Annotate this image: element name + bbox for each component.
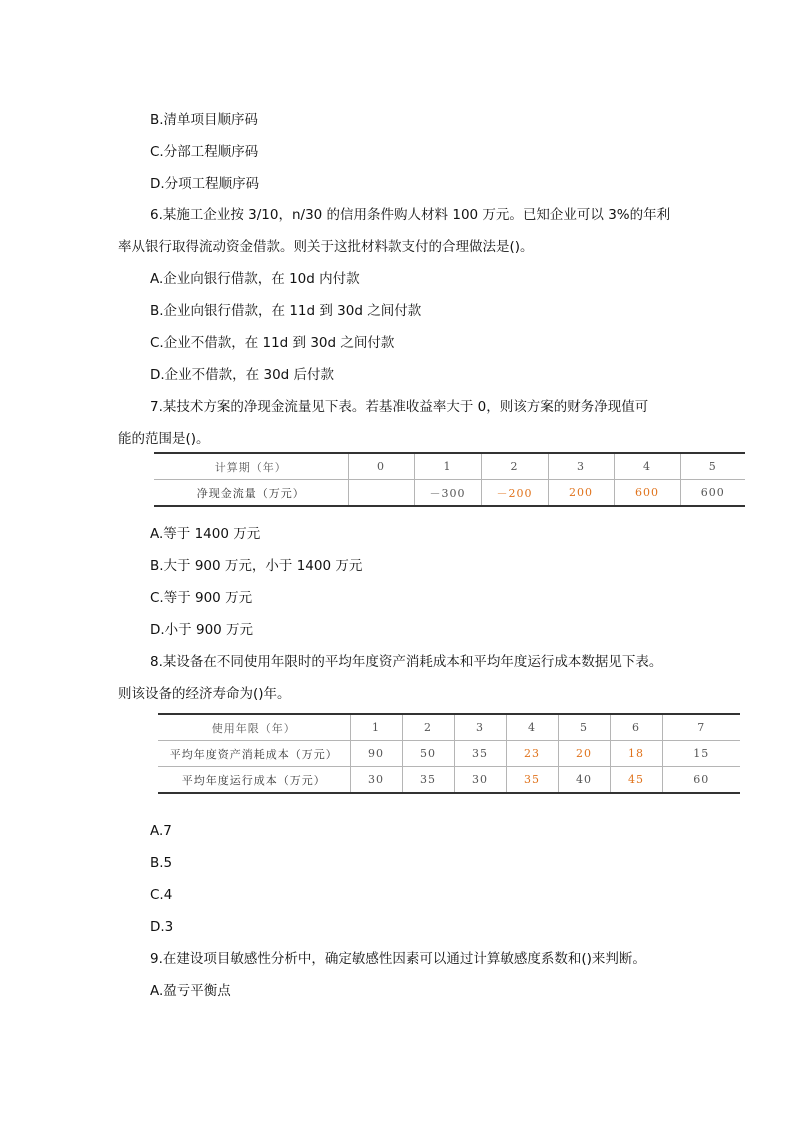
cash-flow-table	[154, 452, 745, 507]
table-row	[158, 767, 740, 794]
question-9-stem: 9.在建设项目敏感性分析中，确定敏感性因素可以通过计算敏感度系数和()来判断。	[150, 951, 646, 967]
table-header-cell: 1	[350, 714, 402, 741]
question-9-option-a: A.盈亏平衡点	[150, 983, 231, 999]
table-cell: 35	[506, 767, 558, 794]
question-6-option-a: A.企业向银行借款，在 10d 内付款	[150, 271, 360, 287]
table-cell: 23	[506, 741, 558, 767]
question-7-stem-line1: 7.某技术方案的净现金流量见下表。若基准收益率大于 0，则该方案的财务净现值可	[150, 399, 649, 415]
table-header-cell: 7	[662, 714, 740, 741]
table-cell: 平均年度运行成本（万元）	[181, 773, 326, 787]
table-cell: 20	[558, 741, 610, 767]
table-row	[158, 714, 740, 741]
question-7-option-b: B.大于 900 万元，小于 1400 万元	[150, 558, 363, 574]
table-header-cell: 3	[454, 714, 506, 741]
table-header-cell: 5	[680, 453, 745, 480]
table-cell: 200	[548, 480, 614, 507]
table-cell: 15	[662, 741, 740, 767]
table-cell: 35	[454, 741, 506, 767]
table-cell: 600	[614, 480, 680, 507]
table-header-cell: 0	[348, 453, 414, 480]
equipment-cost-table	[158, 713, 740, 794]
table-header-cell: 2	[481, 453, 548, 480]
question-6-stem-line1: 6.某施工企业按 3/10，n/30 的信用条件购人材料 100 万元。已知企业可以 3%的年利	[150, 207, 671, 223]
question-7-option-d: D.小于 900 万元	[150, 622, 254, 638]
text-line-option-d: D.分项工程顺序码	[150, 176, 260, 192]
table-cell: 18	[610, 741, 662, 767]
question-6-option-c: C.企业不借款，在 11d 到 30d 之间付款	[150, 335, 395, 351]
table-header-cell: 3	[548, 453, 614, 480]
table-row	[154, 453, 745, 480]
question-8-option-a: A.7	[150, 823, 172, 839]
question-8-option-d: D.3	[150, 919, 174, 935]
table-row	[158, 741, 740, 767]
table-row	[154, 480, 745, 507]
table-header-cell: 2	[402, 714, 454, 741]
table-cell: 60	[662, 767, 740, 794]
question-8-stem-line1: 8.某设备在不同使用年限时的平均年度资产消耗成本和平均年度运行成本数据见下表。	[150, 654, 663, 670]
question-6-option-b: B.企业向银行借款，在 11d 到 30d 之间付款	[150, 303, 422, 319]
table-header-cell: 4	[506, 714, 558, 741]
table-cell: 45	[610, 767, 662, 794]
text-line-option-b: B.清单项目顺序码	[150, 112, 259, 128]
table-cell: 90	[350, 741, 402, 767]
table-cell: 40	[558, 767, 610, 794]
question-8-stem-line2: 则该设备的经济寿命为()年。	[118, 686, 291, 702]
question-8-option-b: B.5	[150, 855, 173, 871]
question-6-option-d: D.企业不借款，在 30d 后付款	[150, 367, 335, 383]
table-header-cell: 5	[558, 714, 610, 741]
table-cell: 35	[402, 767, 454, 794]
table-cell: 30	[350, 767, 402, 794]
table-header-cell: 6	[610, 714, 662, 741]
question-6-stem-line2: 率从银行取得流动资金借款。则关于这批材料款支付的合理做法是()。	[118, 239, 534, 255]
table-cell: 净现金流量（万元）	[196, 486, 305, 500]
table-cell: 平均年度资产消耗成本（万元）	[158, 741, 350, 767]
table-cell: 600	[680, 480, 745, 507]
table-header-cell: 1	[414, 453, 481, 480]
table-cell: －200	[481, 480, 548, 507]
table-header-cell: 4	[614, 453, 680, 480]
table-cell	[348, 480, 414, 507]
table-cell: 50	[402, 741, 454, 767]
table-header-cell: 计算期（年）	[154, 453, 348, 480]
question-8-option-c: C.4	[150, 887, 173, 903]
question-7-option-c: C.等于 900 万元	[150, 590, 253, 606]
question-7-stem-line2: 能的范围是()。	[118, 431, 210, 447]
table-cell: －300	[414, 480, 481, 507]
table-header-cell: 使用年限（年）	[158, 714, 350, 741]
question-7-option-a: A.等于 1400 万元	[150, 526, 261, 542]
text-line-option-c: C.分部工程顺序码	[150, 144, 259, 160]
table-cell: 30	[454, 767, 506, 794]
